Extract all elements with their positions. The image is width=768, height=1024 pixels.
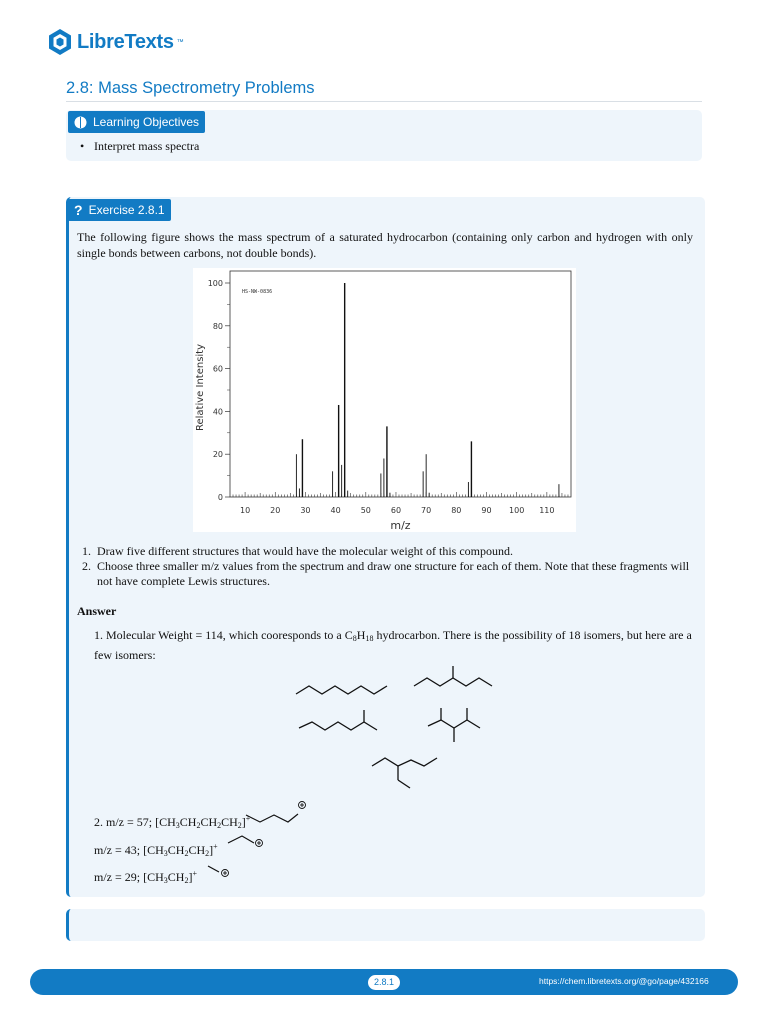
x-tick-label: 100	[509, 506, 525, 515]
isomer-structures	[290, 660, 500, 795]
y-tick-label: 60	[212, 364, 223, 374]
mass-spectrum-svg	[193, 268, 576, 532]
fragment-43-structure	[225, 828, 267, 852]
learning-objectives-tag	[68, 111, 205, 133]
x-axis-label: m/z	[390, 519, 411, 532]
page-number-badge: 2.8.1	[368, 975, 400, 990]
answer-heading[interactable]: Answer	[77, 604, 117, 618]
x-tick-label: 90	[481, 506, 492, 515]
x-tick-label: 50	[360, 506, 371, 515]
x-tick-label: 40	[330, 506, 341, 515]
question-item	[82, 544, 694, 559]
question-text: Draw five different structures that would have the molecular weight of this compound.	[97, 544, 513, 558]
page-title: 2.8: Mass Spectrometry Problems	[66, 79, 315, 97]
x-tick-label: 60	[390, 506, 402, 515]
logo-text: LibreTexts	[77, 30, 174, 53]
fragment-57-structure	[243, 796, 309, 826]
plot-frame	[230, 271, 571, 497]
fragment-57: 2. m/z = 57; $[CH_3CH_2CH_2CH_2]^+$	[94, 814, 251, 830]
question-number: 2.	[82, 559, 91, 573]
exercise-tag	[68, 199, 171, 221]
bullet-dot: •	[80, 139, 85, 153]
y-tick-label: 20	[212, 450, 223, 460]
x-tick-label: 10	[239, 506, 251, 515]
libretexts-logo[interactable]	[46, 28, 184, 56]
y-tick-label: 40	[212, 407, 223, 417]
ethylhexane-structure	[372, 758, 437, 766]
next-section-box	[66, 909, 705, 941]
question-list	[82, 544, 694, 589]
mass-spectrum-chart	[193, 268, 576, 532]
y-tick-label: 100	[207, 279, 223, 288]
y-axis-label: Relative Intensity	[195, 343, 206, 432]
chart-title: HS-NW-0836	[242, 289, 273, 295]
x-tick-label: 110	[539, 506, 555, 515]
question-icon: ?	[74, 202, 83, 218]
methylheptane-structure	[414, 678, 492, 686]
x-tick-label: 70	[421, 506, 432, 515]
fragment-29-structure	[205, 862, 235, 882]
objective-item: Interpret mass spectra	[94, 139, 200, 153]
question-item	[82, 559, 694, 589]
logo-trademark: ™	[176, 38, 184, 46]
answer-1: 1. Molecular Weight = 114, which cooresponds to a $C_8H_{18}$ hydrocarbon. There is the possibility of 18 isomers, but here are a few isomers:	[94, 628, 692, 662]
title-divider	[66, 101, 702, 102]
question-text: Choose three smaller m/z values from the spectrum and draw one structure for each of them. Note that these fragments will not have complete Lewis structures.	[97, 559, 690, 588]
dimethylhexane-structure	[299, 722, 377, 730]
exercise-label: Exercise 2.8.1	[88, 203, 165, 217]
brain-icon	[74, 116, 87, 129]
fragment-29: m/z = 29; $[CH_3CH_2]^+$	[94, 869, 197, 885]
y-tick-label: 80	[212, 321, 223, 331]
exercise-intro: The following figure shows the mass spectrum of a saturated hydrocarbon (containing only carbon and hydrogen with only single bonds between carbons, not double bonds).	[77, 230, 693, 260]
octane-structure	[296, 686, 387, 694]
question-number: 1.	[82, 544, 91, 558]
x-tick-label: 80	[451, 506, 462, 515]
libretexts-logo-icon	[46, 28, 74, 56]
y-tick-label: 0	[217, 493, 223, 502]
x-tick-label: 30	[300, 506, 311, 515]
learning-objectives-label: Learning Objectives	[93, 115, 200, 129]
fragment-43: m/z = 43; $[CH_3CH_2CH_2]^+$	[94, 842, 218, 858]
x-tick-label: 20	[270, 506, 281, 515]
footer-url-link[interactable]: https://chem.libretexts.org/@go/page/432166	[539, 976, 709, 986]
trimethylpentane-structure	[428, 720, 480, 728]
